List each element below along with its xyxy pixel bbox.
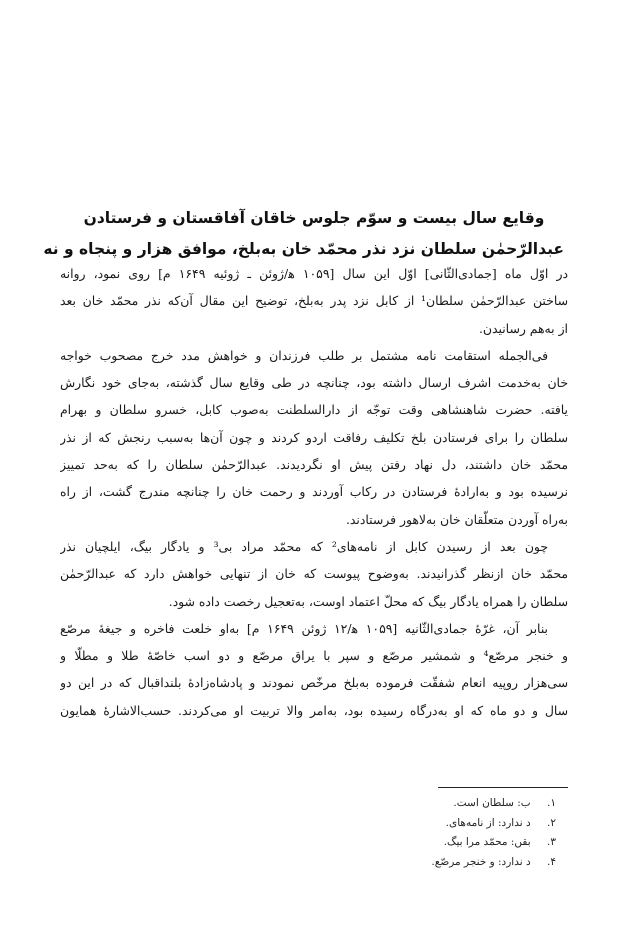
footnote-item bbox=[200, 833, 556, 853]
footnote-divider bbox=[438, 787, 568, 788]
body-line: سلطان را همراه یادگار بیگ که محلّ اعتماد اوست، به‌تعجیل رخصت داده شود. bbox=[168, 593, 568, 609]
body-line: از به‌هم رسانیدن. bbox=[478, 320, 568, 336]
body-line: بنابر آن، غرّهٔ جمادی‌الثّانیه [۱۰۵۹ ه‍/۱۲ ژوئن ۱۶۴۹ م] به‌او خلعت فاخره و جیغهٔ مرصّع bbox=[60, 620, 549, 636]
footnote-item bbox=[200, 853, 556, 873]
footnote-number: ۴. bbox=[547, 855, 556, 868]
footnote-item bbox=[200, 794, 556, 814]
body-line: محمّد خان ازنظر گذرانیدند. به‌وضوح پیوست که خان از تنهایی خواهش دارد که عبدالرّحمٰن bbox=[60, 566, 568, 582]
chapter-heading bbox=[43, 203, 564, 265]
footnote-number: ۱. bbox=[547, 797, 556, 809]
footnote-item bbox=[200, 814, 556, 834]
body-line: ساختن عبدالرّحمٰن سلطان¹ از کابل نزد پدر به‌بلخ، توضیح این مقال آن‌که نذر محمّد خان بعد bbox=[60, 293, 568, 309]
heading-line-2: عبدالرّحمٰن سلطان نزد نذر محمّد خان به‌بلخ، موافق هزار و پنجاه و نه bbox=[43, 240, 564, 258]
footnote-text: د ندارد: و خنجر مرصّع. bbox=[431, 855, 531, 868]
body-line: نرسیده بود و به‌ارادهٔ فرستادن در رکاب آوردند و رحمت خان را چنانچه مندرج گشت، از راه bbox=[60, 484, 568, 500]
body-line: سی‌هزار روپیه انعام شفقّت فرموده به‌بلخ مرخّص نمودند و پادشاه‌زادهٔ بلنداقبال که در این دو bbox=[60, 675, 568, 691]
body-line: به‌راه آوردن متعلّقان خان به‌لاهور فرستادند. bbox=[345, 511, 568, 527]
footnotes bbox=[200, 794, 556, 872]
body-line: و خنجر مرصّع⁴ و شمشیر مرصّع و سپر با یراق مرصّع و دو اسب خاصّهٔ طلا و مطلّا و bbox=[60, 648, 568, 664]
body-line: فی‌الجمله استقامت نامه مشتمل بر طلب فرزندان و خواهش مدد خرج مصحوب خواجه bbox=[60, 347, 548, 363]
body-line: چون بعد از رسیدن کابل از نامه‌های² که محمّد مراد بی³ و یادگار بیگ، ایلچیان نذر bbox=[60, 538, 548, 554]
body-line: سال و دو ماه که او به‌درگاه رسیده بود، به‌امر والا تربیت او می‌کردند. حسب‌الاشارهٔ همایون bbox=[60, 702, 568, 718]
body-line: در اوّل ماه [جمادی‌الثّانی] اوّل این سال [۱۰۵۹ ه‍/ژوئن ـ ژوئیه ۱۶۴۹ م] روی نمود، روانه bbox=[60, 266, 568, 281]
heading-line-1: وقایع سال بیست و سوّم جلوس خاقان آفاقستان و فرستادن bbox=[83, 209, 545, 227]
footnote-text: د ندارد: از نامه‌های. bbox=[445, 816, 531, 829]
body-text bbox=[60, 260, 568, 724]
footnote-text: ب: سلطان است. bbox=[453, 797, 531, 809]
footnote-number: ۳. bbox=[547, 836, 556, 848]
body-line: یافته. حضرت شاهنشاهی وقت توجّه از دارالسلطنت به‌صوب کابل، خسرو سلطان و بهرام bbox=[60, 402, 568, 418]
body-line: محمّد خان داشتند، دل نهاد رفتن پیش او نگردیدند. عبدالرّحمٰن سلطان را که به‌حد تمییز bbox=[60, 457, 568, 473]
body-line: سلطان را برای فرستادن بلخ تکلیف رفاقت اردو کردند و چون آن‌ها به‌سبب رنجش که از نذر bbox=[60, 429, 568, 445]
footnote-number: ۲. bbox=[547, 816, 556, 829]
body-line: خان به‌خدمت اشرف ارسال داشته بود، چنانچه در طی وقایع سال گذشته، به‌جای خود نگارش bbox=[60, 375, 568, 391]
footnote-text: بقں: محمّد مرا بیگ. bbox=[443, 836, 531, 848]
